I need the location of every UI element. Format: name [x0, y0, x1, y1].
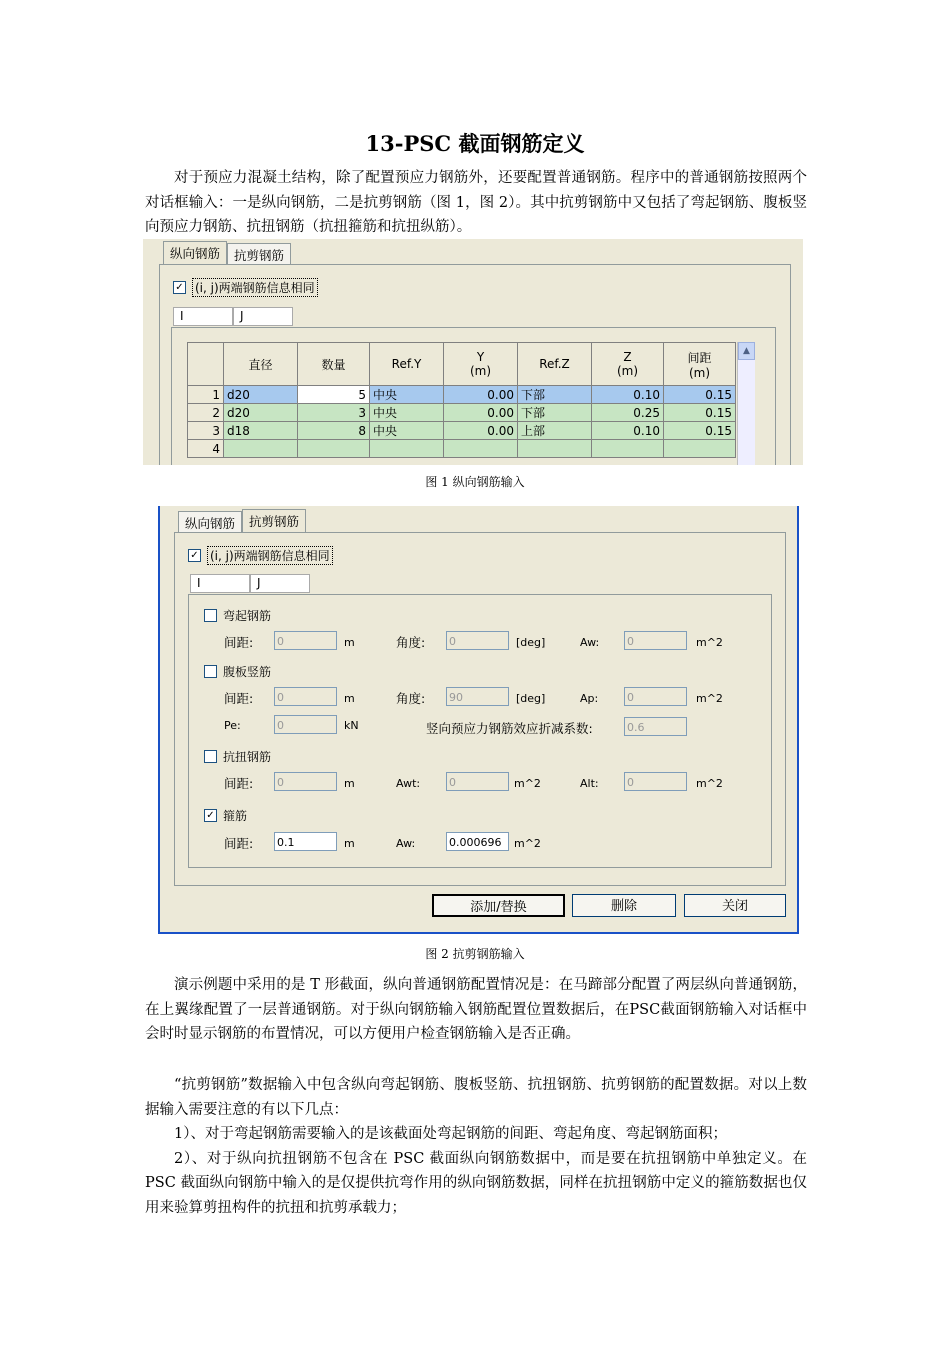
stirrup-spacing-label: 间距:	[224, 836, 254, 851]
web-ap-input[interactable]: 0	[624, 687, 687, 706]
cell-spacing[interactable]: 0.15	[664, 422, 736, 440]
tab-shear[interactable]: 抗剪钢筋	[227, 243, 291, 268]
cell-count[interactable]	[298, 440, 370, 458]
bent-aw-unit: m^2	[696, 636, 723, 649]
subtab-j[interactable]: J	[250, 574, 310, 593]
cell-ref-z[interactable]: 上部	[518, 422, 592, 440]
header-ref-z[interactable]: Ref.Z	[518, 343, 592, 386]
web-angle-input[interactable]: 90	[446, 687, 509, 706]
add-replace-button[interactable]: 添加/替换	[432, 894, 565, 917]
web-ap-label: Ap:	[580, 692, 599, 705]
checkbox-box[interactable]: ✓	[188, 549, 201, 562]
web-angle-label: 角度:	[396, 691, 426, 706]
rebar-table	[187, 342, 736, 458]
table-scrollbar[interactable]	[737, 342, 755, 465]
header-count[interactable]: 数量	[298, 343, 370, 386]
subtab-i[interactable]: I	[173, 307, 233, 326]
web-ap-unit: m^2	[696, 692, 723, 705]
stirrup-label: 箍筋	[223, 809, 248, 823]
stirrup-aw-label: Aw:	[396, 837, 416, 850]
cell-ref-y[interactable]: 中央	[370, 422, 444, 440]
web-rebar-checkbox[interactable]	[204, 663, 271, 680]
header-diameter[interactable]: 直径	[224, 343, 298, 386]
torsion-spacing-unit: m	[344, 777, 355, 790]
web-spacing-input[interactable]: 0	[274, 687, 337, 706]
bent-spacing-label: 间距:	[224, 635, 254, 650]
header-z[interactable]: Z (m)	[592, 343, 664, 386]
torsion-rebar-checkbox[interactable]	[204, 748, 271, 765]
subtab-i[interactable]: I	[190, 574, 250, 593]
bent-spacing-input[interactable]: 0	[274, 631, 337, 650]
header-spacing[interactable]: 间距 (m)	[664, 343, 736, 386]
stirrup-spacing-input[interactable]: 0.1	[274, 832, 337, 851]
scroll-up-icon[interactable]: ▲	[738, 342, 755, 360]
cell-z[interactable]: 0.25	[592, 404, 664, 422]
cell-spacing[interactable]: 0.15	[664, 386, 736, 404]
figure-2-caption: 图 2 抗剪钢筋输入	[425, 947, 525, 961]
header-corner	[188, 343, 224, 386]
torsion-spacing-input[interactable]: 0	[274, 772, 337, 791]
table-row[interactable]	[188, 404, 736, 422]
subtab-j[interactable]: J	[233, 307, 293, 326]
web-angle-unit: [deg]	[516, 692, 546, 705]
cell-y[interactable]: 0.00	[444, 404, 518, 422]
table-row[interactable]	[188, 386, 736, 404]
table-row[interactable]	[188, 440, 736, 458]
notes-intro: “抗剪钢筋”数据输入中包含纵向弯起钢筋、腹板竖筋、抗扭钢筋、抗剪钢筋的配置数据。对以上数据输入需要注意的有以下几点：	[145, 1077, 807, 1118]
checkbox-box[interactable]	[204, 750, 217, 763]
cell-y[interactable]	[444, 440, 518, 458]
stirrup-aw-input[interactable]: 0.000696	[446, 832, 509, 851]
checkbox-box[interactable]	[204, 665, 217, 678]
cell-z[interactable]	[592, 440, 664, 458]
cell-count[interactable]: 8	[298, 422, 370, 440]
note-item-2: 2）、对于纵向抗扭钢筋不包含在 PSC 截面纵向钢筋数据中，而是要在抗扭钢筋中单独定义。在 PSC 截面纵向钢筋中输入的是仅提供抗弯作用的纵向钢筋数据，同样在抗扭钢筋中定义的箍筋数据也仅用来验算剪扭构件的抗扭和抗剪承载力；	[145, 1150, 807, 1216]
cell-ref-z[interactable]	[518, 440, 592, 458]
cell-z[interactable]: 0.10	[592, 422, 664, 440]
shear-rebar-dialog	[158, 506, 799, 934]
bent-rebar-label: 弯起钢筋	[223, 609, 272, 623]
torsion-awt-input[interactable]: 0	[446, 772, 509, 791]
torsion-alt-label: Alt:	[580, 777, 599, 790]
tab-longitudinal[interactable]: 纵向钢筋	[178, 511, 242, 536]
bent-aw-input[interactable]: 0	[624, 631, 687, 650]
cell-diameter[interactable]: d18	[224, 422, 298, 440]
torsion-awt-label: Awt:	[396, 777, 421, 790]
cell-ref-z[interactable]: 下部	[518, 404, 592, 422]
cell-y[interactable]: 0.00	[444, 386, 518, 404]
cell-diameter[interactable]: d20	[224, 404, 298, 422]
bent-angle-unit: [deg]	[516, 636, 546, 649]
same-ij-label: (i, j)两端钢筋信息相同	[207, 546, 333, 565]
torsion-spacing-label: 间距:	[224, 776, 254, 791]
bent-aw-label: Aw:	[580, 636, 600, 649]
web-spacing-label: 间距:	[224, 691, 254, 706]
torsion-rebar-label: 抗扭钢筋	[223, 750, 272, 764]
web-factor-input[interactable]: 0.6	[624, 717, 687, 736]
table-row[interactable]	[188, 422, 736, 440]
torsion-awt-unit: m^2	[514, 777, 541, 790]
example-text: 演示例题中采用的是 T 形截面，纵向普通钢筋配置情况是：在马蹄部分配置了两层纵向普通钢筋，在上翼缘配置了一层普通钢筋。对于纵向钢筋输入钢筋配置位置数据后，在PSC截面钢筋输入对话框中会时时显示钢筋的布置情况，可以方便用户检查钢筋输入是否正确。	[145, 977, 807, 1042]
intro-paragraph	[145, 166, 807, 240]
stirrup-aw-unit: m^2	[514, 837, 541, 850]
cell-ref-y[interactable]: 中央	[370, 386, 444, 404]
cell-diameter[interactable]	[224, 440, 298, 458]
same-ij-checkbox[interactable]	[173, 278, 318, 297]
cell-count[interactable]: 3	[298, 404, 370, 422]
checkbox-box[interactable]: ✓	[173, 281, 186, 294]
web-spacing-unit: m	[344, 692, 355, 705]
row-number[interactable]: 4	[188, 440, 224, 458]
row-number[interactable]: 1	[188, 386, 224, 404]
same-ij-label: (i, j)两端钢筋信息相同	[192, 278, 318, 297]
web-pe-unit: kN	[344, 719, 359, 732]
example-paragraph	[145, 973, 807, 1047]
header-ref-y[interactable]: Ref.Y	[370, 343, 444, 386]
delete-button[interactable]: 删除	[572, 894, 676, 917]
cell-y[interactable]: 0.00	[444, 422, 518, 440]
cell-ref-y[interactable]: 中央	[370, 404, 444, 422]
close-button[interactable]: 关闭	[684, 894, 786, 917]
cell-spacing[interactable]	[664, 440, 736, 458]
note-item-1: 1）、对于弯起钢筋需要输入的是该截面处弯起钢筋的间距、弯起角度、弯起钢筋面积；	[174, 1126, 727, 1142]
web-factor-label: 竖向预应力钢筋效应折减系数:	[426, 721, 593, 736]
figure-1-caption: 图 1 纵向钢筋输入	[425, 475, 525, 489]
cell-ref-z[interactable]: 下部	[518, 386, 592, 404]
checkbox-box[interactable]	[204, 609, 217, 622]
web-rebar-label: 腹板竖筋	[223, 665, 272, 679]
bent-rebar-checkbox[interactable]	[204, 607, 271, 624]
web-pe-label: Pe:	[224, 719, 241, 732]
stirrup-spacing-unit: m	[344, 837, 355, 850]
page-title: 13-PSC 截面钢筋定义	[365, 131, 585, 156]
bent-angle-input[interactable]: 0	[446, 631, 509, 650]
cell-diameter[interactable]: d20	[224, 386, 298, 404]
row-number[interactable]: 2	[188, 404, 224, 422]
table-header-row	[188, 343, 736, 386]
notes-paragraph	[145, 1073, 807, 1220]
torsion-alt-unit: m^2	[696, 777, 723, 790]
web-pe-input[interactable]: 0	[274, 715, 337, 734]
cell-z[interactable]: 0.10	[592, 386, 664, 404]
header-y[interactable]: Y (m)	[444, 343, 518, 386]
cell-ref-y[interactable]	[370, 440, 444, 458]
same-ij-checkbox[interactable]	[188, 546, 333, 565]
torsion-alt-input[interactable]: 0	[624, 772, 687, 791]
bent-angle-label: 角度:	[396, 635, 426, 650]
longitudinal-rebar-dialog	[143, 239, 803, 465]
bent-spacing-unit: m	[344, 636, 355, 649]
row-number[interactable]: 3	[188, 422, 224, 440]
stirrup-checkbox[interactable]	[204, 807, 247, 824]
cell-spacing[interactable]: 0.15	[664, 404, 736, 422]
checkbox-box[interactable]: ✓	[204, 809, 217, 822]
cell-count[interactable]: 5	[298, 386, 370, 404]
tab-longitudinal[interactable]: 纵向钢筋	[163, 241, 227, 266]
intro-text: 对于预应力混凝土结构，除了配置预应力钢筋外，还要配置普通钢筋。程序中的普通钢筋按照两个对话框输入：一是纵向钢筋，二是抗剪钢筋（图 1，图 2）。其中抗剪钢筋中又包括了弯起钢筋、腹板竖向预应力钢筋、抗扭钢筋（抗扭箍筋和抗扭纵筋）。	[145, 170, 807, 235]
tab-shear[interactable]: 抗剪钢筋	[242, 509, 306, 534]
